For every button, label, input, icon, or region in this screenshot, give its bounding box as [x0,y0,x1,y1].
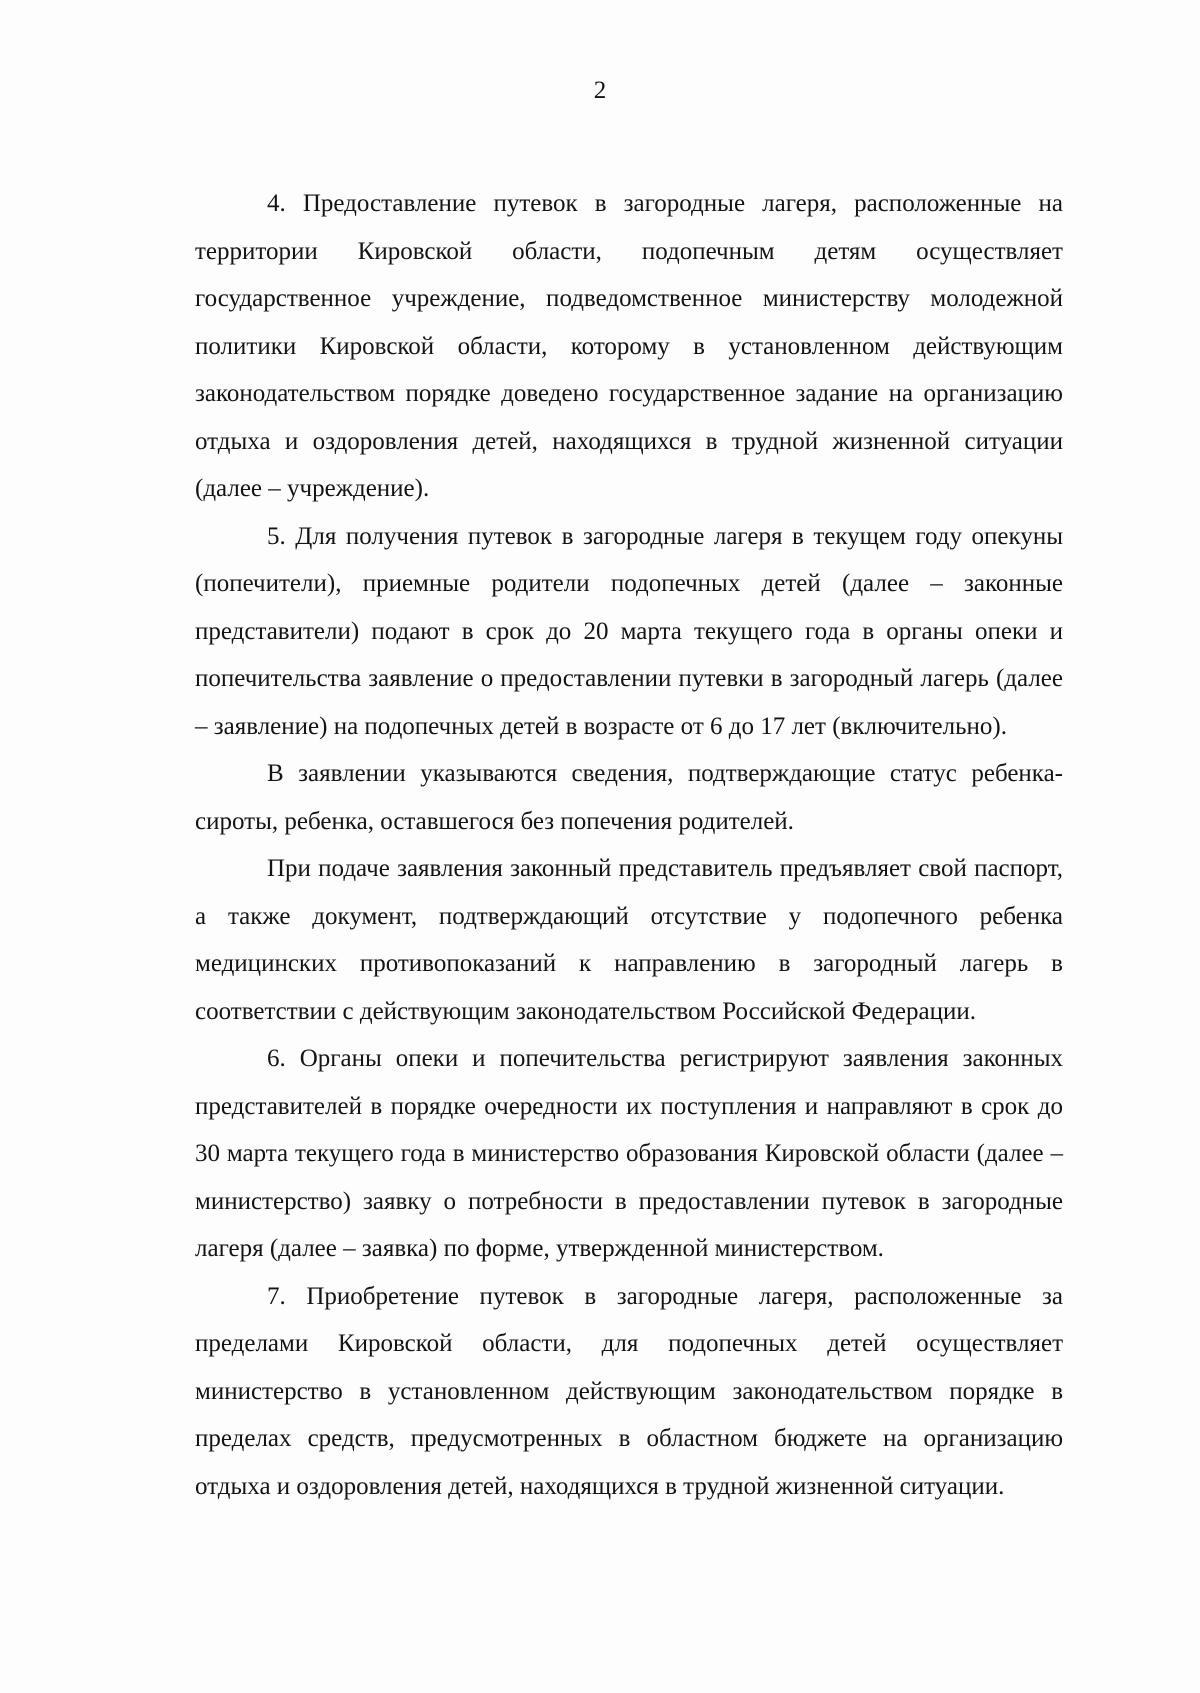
paragraph-item-5: 5. Для получения путевок в загородные лагеря в текущем году опекуны (попечители), приемные родители подопечных детей (далее – законные представители) подают в срок до 20 марта текущего года в органы опеки и попечительства заявление о предоставлении путевки в загородный лагерь (далее – заявление) на подопечных детей в возрасте от 6 до 17 лет (включительно). [195,522,1063,740]
paragraph-application-details: В заявлении указываются сведения, подтверждающие статус ребенка-сироты, ребенка, оставшегося без попечения родителей. [195,760,1063,835]
document-body [195,180,1063,1510]
paragraph-submission-documents: При подаче заявления законный представитель предъявляет свой паспорт, а также документ, подтверждающий отсутствие у подопечного ребенка медицинских противопоказаний к направлению в загородный лагерь в соответствии с действующим законодательством Российской Федерации. [195,855,1063,1025]
paragraph-item-4: 4. Предоставление путевок в загородные лагеря, расположенные на территории Кировской области, подопечным детям осуществляет государственное учреждение, подведомственное министерству молодежной политики Кировской области, которому в установленном действующим законодательством порядке доведено государственное задание на организацию отдыха и оздоровления детей, находящихся в трудной жизненной ситуации (далее – учреждение). [195,190,1063,502]
page-number: 2 [593,77,607,104]
paragraph-item-7: 7. Приобретение путевок в загородные лагеря, расположенные за пределами Кировской области, для подопечных детей осуществляет министерство в установленном действующим законодательством порядке в пределах средств, предусмотренных в областном бюджете на организацию отдыха и оздоровления детей, находящихся в трудной жизненной ситуации. [195,1282,1063,1500]
paragraph-item-6: 6. Органы опеки и попечительства регистрируют заявления законных представителей в порядке очередности их поступления и направляют в срок до 30 марта текущего года в министерство образования Кировской области (далее – министерство) заявку о потребности в предоставлении путевок в загородные лагеря (далее – заявка) по форме, утвержденной министерством. [195,1045,1063,1262]
